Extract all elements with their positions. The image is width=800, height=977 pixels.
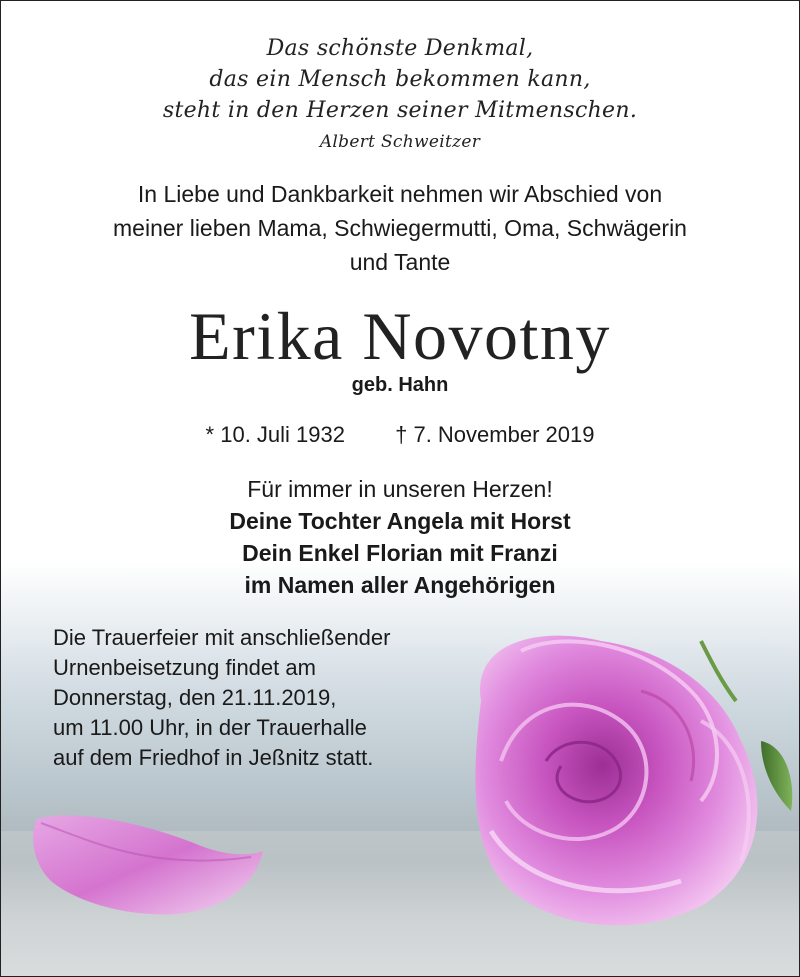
life-dates: [1, 422, 799, 448]
deceased-name: Erika Novotny: [189, 298, 611, 374]
rose-bloom: [475, 636, 757, 926]
intro-line: und Tante: [349, 249, 451, 275]
intro-line: meiner lieben Mama, Schwiegermutti, Oma, Schwägerin: [113, 215, 687, 241]
quote-line: Das schönste Denkmal,: [266, 36, 534, 61]
family-line: im Namen aller Angehörigen: [244, 572, 556, 598]
family-line: Dein Enkel Florian mit Franzi: [242, 540, 558, 566]
service-line: Urnenbeisetzung findet am: [53, 655, 316, 680]
service-line: um 11.00 Uhr, in der Trauerhalle: [53, 715, 367, 740]
service-line: Donnerstag, den 21.11.2019,: [53, 685, 337, 710]
closing-section: [1, 473, 799, 601]
quote-line: steht in den Herzen seiner Mitmenschen.: [162, 98, 638, 123]
birth-date: * 10. Juli 1932: [205, 422, 345, 447]
quote-author: Albert Schweitzer: [319, 132, 481, 152]
family-line: Deine Tochter Angela mit Horst: [229, 508, 571, 534]
death-date: † 7. November 2019: [395, 422, 595, 447]
rose-leaf: [761, 741, 792, 811]
maiden-name: geb. Hahn: [351, 374, 449, 396]
closing-line: Für immer in unseren Herzen!: [247, 476, 553, 502]
service-line: auf dem Friedhof in Jeßnitz statt.: [53, 745, 374, 770]
intro-text: [1, 177, 799, 279]
quote-line: das ein Mensch bekommen kann,: [209, 67, 591, 92]
intro-line: In Liebe und Dankbarkeit nehmen wir Abschied von: [137, 181, 663, 207]
service-line: Die Trauerfeier mit anschließender: [53, 625, 391, 650]
funeral-service-info: [53, 623, 390, 773]
memorial-quote: [1, 33, 799, 126]
